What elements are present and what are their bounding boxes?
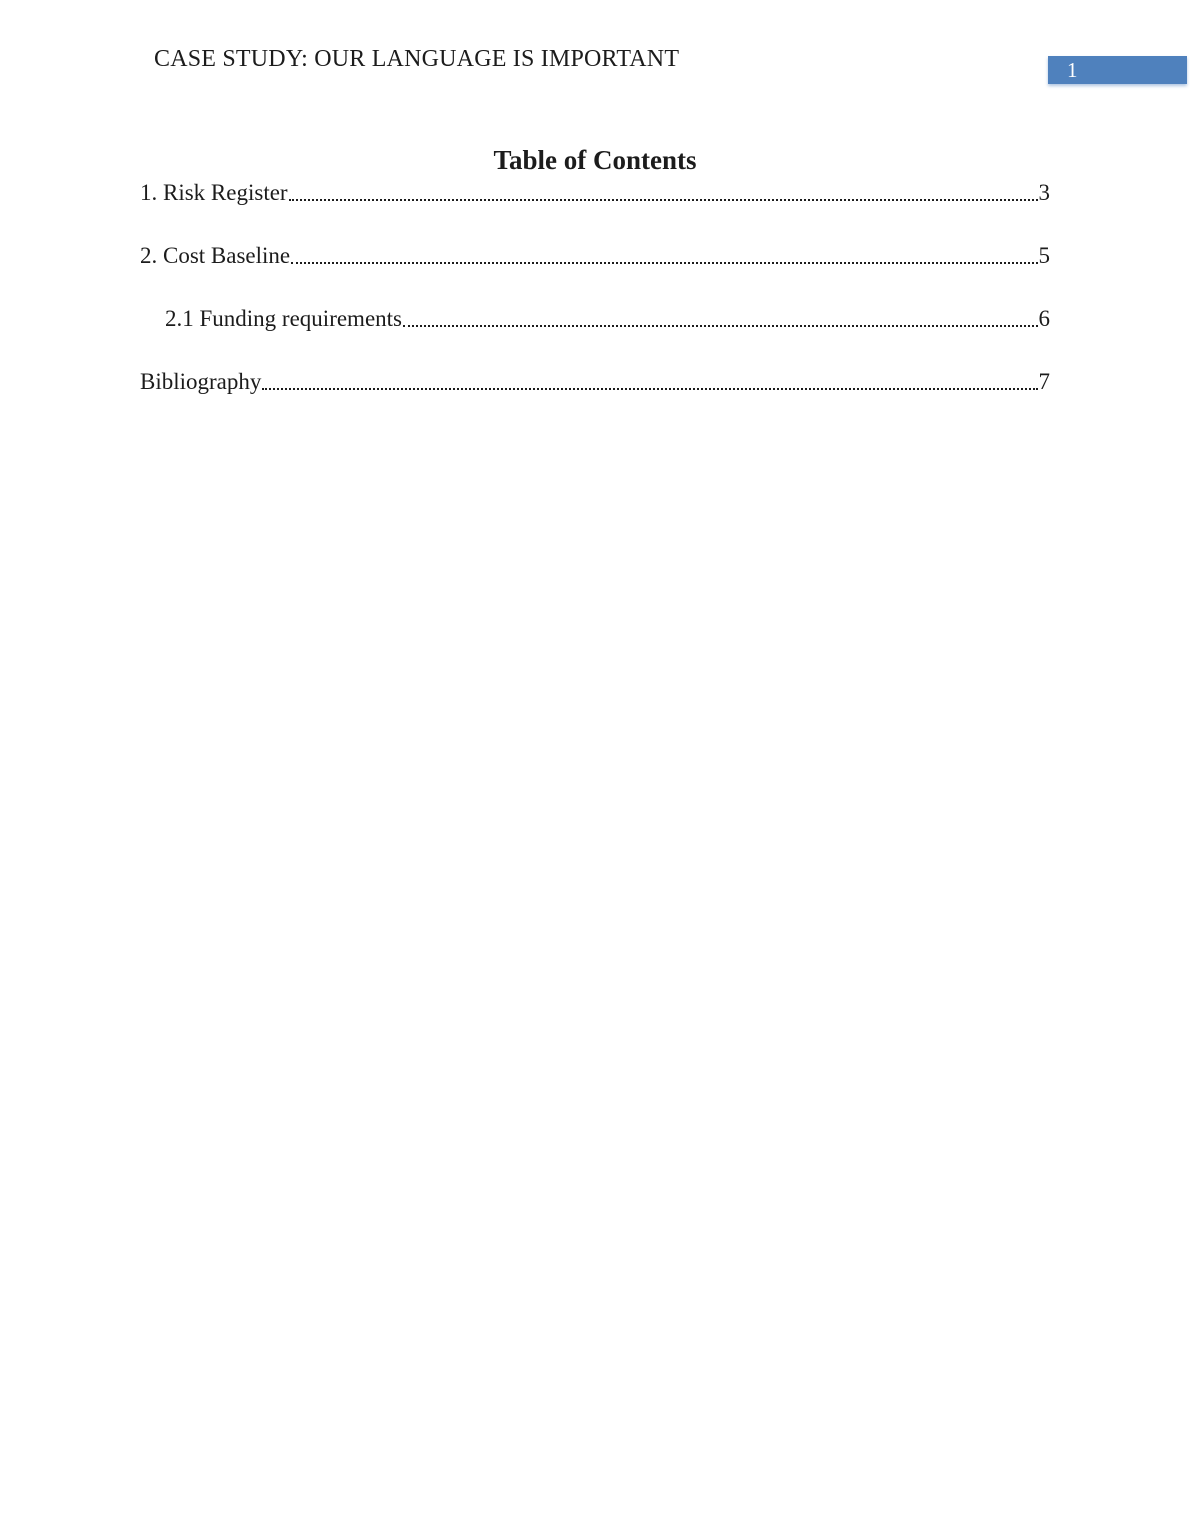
toc-entry-label[interactable]: 1. Risk Register [140,180,288,205]
toc-entry-label[interactable]: Bibliography [140,369,262,394]
table-of-contents [140,145,1050,397]
page-number: 1 [1067,57,1078,82]
toc-entry[interactable] [140,241,1050,271]
toc-entry-page[interactable]: 6 [1038,306,1050,331]
toc-entry[interactable] [140,367,1050,397]
toc-entry[interactable] [140,304,1050,334]
toc-title: Table of Contents [493,145,697,175]
page-number-box [1048,56,1187,84]
dot-leader [262,388,1037,390]
running-head-title: CASE STUDY: OUR LANGUAGE IS IMPORTANT [154,46,680,72]
toc-entry[interactable] [140,178,1050,208]
document-header [140,45,1050,75]
toc-entry-page[interactable]: 5 [1038,243,1050,268]
dot-leader [289,199,1038,201]
toc-entry-page[interactable]: 7 [1038,369,1050,394]
toc-entry-label[interactable]: 2. Cost Baseline [140,243,291,268]
dot-leader [291,262,1037,264]
dot-leader [403,325,1038,327]
toc-entry-page[interactable]: 3 [1038,180,1050,205]
toc-entry-label[interactable]: 2.1 Funding requirements [165,306,402,331]
